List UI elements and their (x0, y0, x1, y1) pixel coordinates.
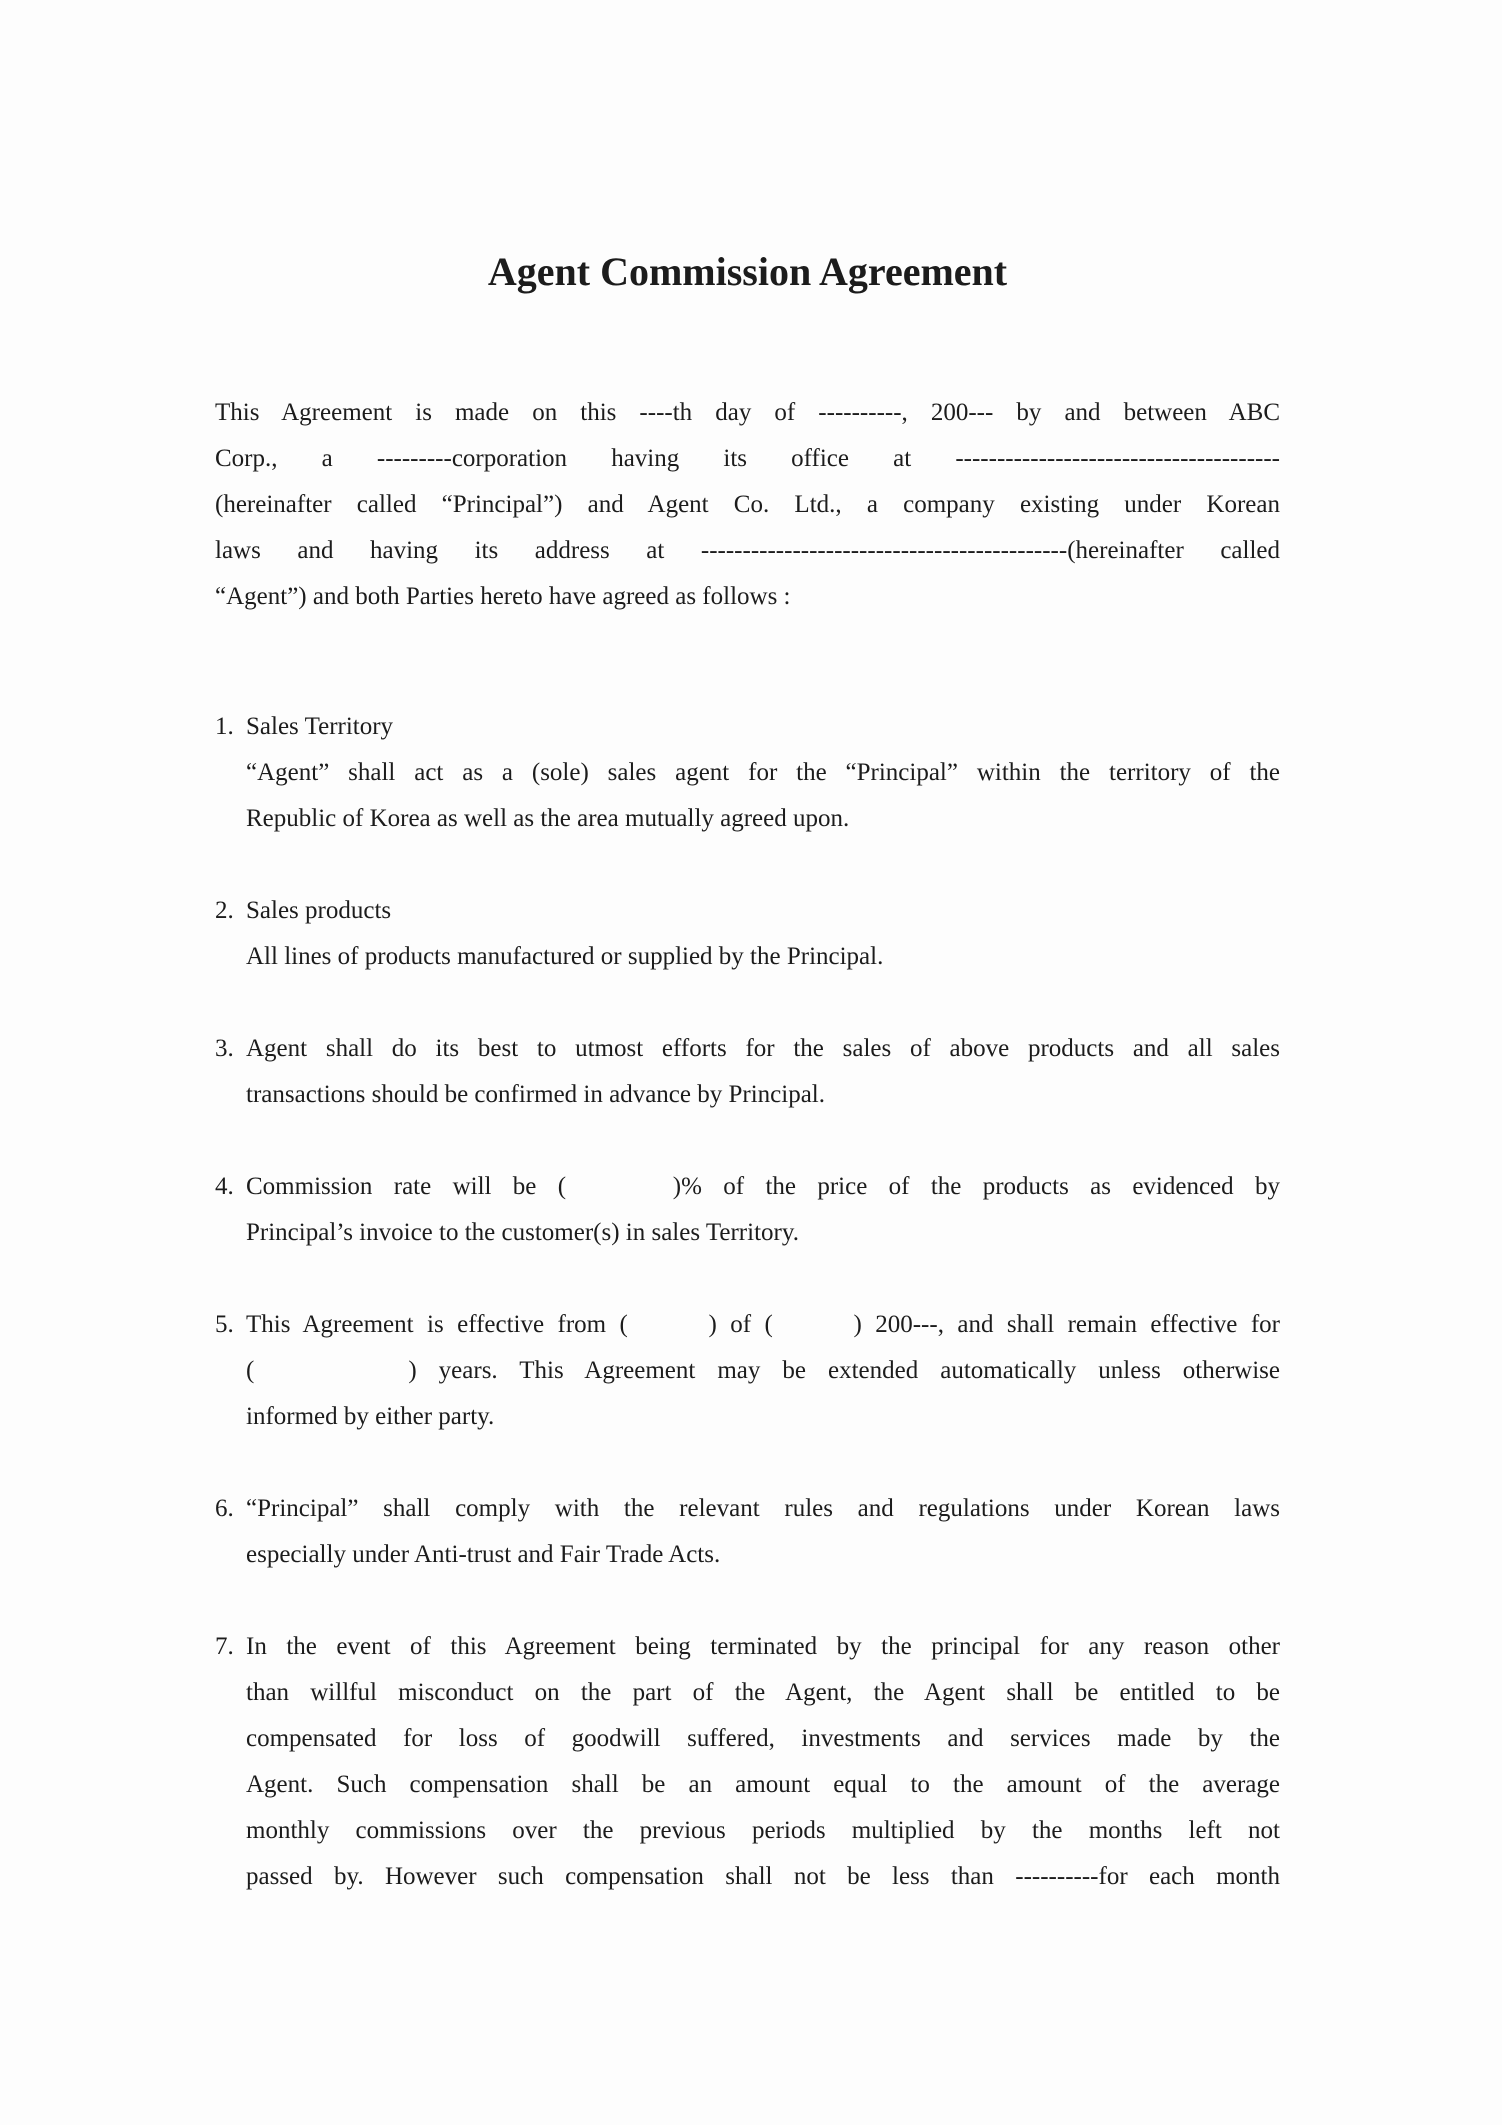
clause-line: Principal’s invoice to the customer(s) in sales Territory. (246, 1219, 799, 1246)
clause-4-commission-rate (215, 1164, 1280, 1256)
clause-5-effective-term (215, 1302, 1280, 1440)
clause-line: than willful misconduct on the part of the Agent, the Agent shall be entitled to be (246, 1679, 1280, 1706)
clause-number: 5. (215, 1311, 234, 1338)
clause-line: “Agent” shall act as a (sole) sales agent for the “Principal” within the territory of the (246, 759, 1280, 786)
intro-line-3: (hereinafter called “Principal”) and Agent Co. Ltd., a company existing under Korean (215, 491, 1280, 518)
clause-line: In the event of this Agreement being terminated by the principal for any reason other (246, 1633, 1280, 1660)
clause-7-termination-compensation (215, 1624, 1280, 1900)
clause-line: “Principal” shall comply with the relevant rules and regulations under Korean laws (246, 1495, 1280, 1522)
clause-3-best-efforts (215, 1026, 1280, 1118)
clause-1-sales-territory (215, 704, 1280, 842)
intro-paragraph (215, 390, 1280, 620)
clause-heading: Sales products (246, 897, 392, 924)
clause-line: monthly commissions over the previous periods multiplied by the months left not (246, 1817, 1280, 1844)
clause-heading: Sales Territory (246, 713, 394, 740)
intro-line-2: Corp., a ---------corporation having its office at --------------------------------------- (215, 445, 1280, 472)
clause-line: Republic of Korea as well as the area mutually agreed upon. (246, 805, 850, 832)
intro-line-4: laws and having its address at --------------------------------------------(hereinafter called (215, 537, 1280, 564)
clause-line: This Agreement is effective from ( ) of ( ) 200---, and shall remain effective for (246, 1311, 1280, 1338)
clause-line: Agent shall do its best to utmost efforts for the sales of above products and all sales (246, 1035, 1280, 1062)
intro-line-1: This Agreement is made on this ----th day of ----------, 200--- by and between ABC (215, 399, 1280, 426)
clause-line: passed by. However such compensation shall not be less than ----------for each month (246, 1863, 1280, 1890)
clause-line: especially under Anti-trust and Fair Trade Acts. (246, 1541, 721, 1568)
clause-number: 2. (215, 897, 234, 924)
clause-line: All lines of products manufactured or supplied by the Principal. (246, 943, 884, 970)
clause-number: 1. (215, 713, 234, 740)
clause-6-korean-laws (215, 1486, 1280, 1578)
clause-line: ( ) years. This Agreement may be extended automatically unless otherwise (246, 1357, 1280, 1384)
clause-line: Agent. Such compensation shall be an amount equal to the amount of the average (246, 1771, 1280, 1798)
clause-line: compensated for loss of goodwill suffered, investments and services made by the (246, 1725, 1280, 1752)
clause-line: informed by either party. (246, 1403, 495, 1430)
clause-list (215, 704, 1280, 1900)
clause-number: 3. (215, 1035, 234, 1062)
clause-2-sales-products (215, 888, 1280, 980)
intro-line-5: “Agent”) and both Parties hereto have agreed as follows : (215, 583, 791, 610)
clause-line: transactions should be confirmed in advance by Principal. (246, 1081, 826, 1108)
clause-number: 4. (215, 1173, 234, 1200)
clause-number: 6. (215, 1495, 234, 1522)
clause-line: Commission rate will be ( )% of the price of the products as evidenced by (246, 1173, 1280, 1200)
clause-number: 7. (215, 1633, 234, 1660)
document-title: Agent Commission Agreement (487, 249, 1008, 294)
